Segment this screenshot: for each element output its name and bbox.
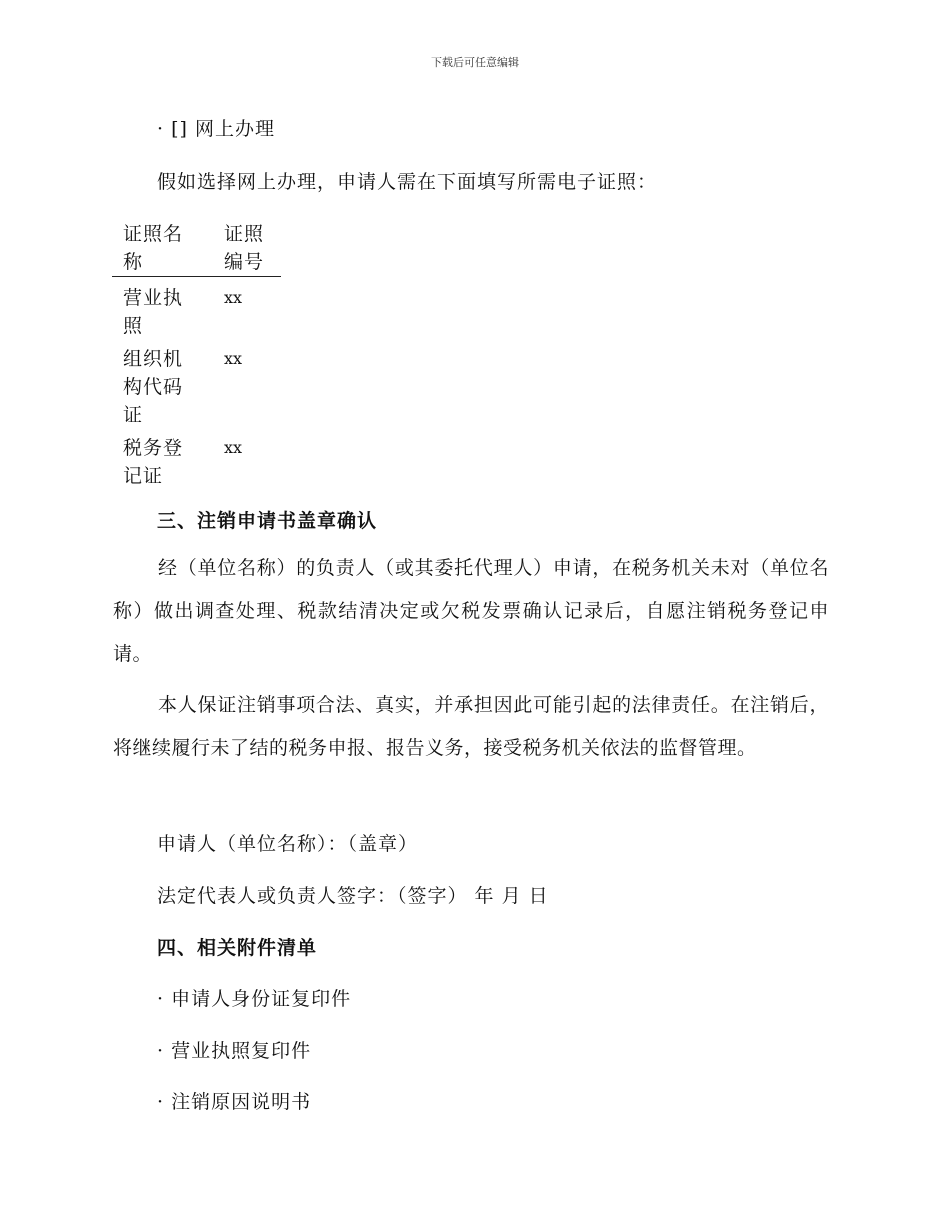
section3-paragraph-2: 本人保证注销事项合法、真实，并承担因此可能引起的法律责任。在注销后，将继续履行未了结的税务申报、报告义务，接受税务机关依法的监督管理。 — [113, 694, 829, 759]
cert-name-cell: 税务登记证 — [123, 437, 184, 487]
cert-number-cell: xx — [224, 438, 243, 457]
certificate-table — [112, 218, 281, 489]
signature-line: 法定代表人或负责人签字：（签字） 年 月 日 — [157, 885, 549, 907]
page-header: 下载后可任意编辑 — [431, 56, 519, 69]
online-option: · [] 网上办理 — [157, 118, 275, 140]
cert-name-cell: 营业执照 — [123, 287, 184, 337]
section3-paragraph-1: 经（单位名称）的负责人（或其委托代理人）申请，在税务机关未对（单位名称）做出调查处理、税款结清决定或欠税发票确认记录后，自愿注销税务登记申请。 — [113, 557, 829, 665]
column-header-number: 证照编号 — [224, 223, 265, 273]
section3-heading: 三、注销申请书盖章确认 — [157, 510, 378, 532]
cert-name-cell: 组织机构代码证 — [123, 348, 184, 426]
table-row — [112, 339, 281, 429]
section4-heading: 四、相关附件清单 — [157, 937, 318, 959]
cert-number-cell: xx — [224, 288, 243, 307]
cert-number-cell: xx — [224, 349, 243, 368]
attachment-item: · 申请人身份证复印件 — [157, 988, 352, 1010]
attachment-item: · 注销原因说明书 — [157, 1091, 312, 1113]
attachment-item: · 营业执照复印件 — [157, 1040, 312, 1062]
online-instruction: 假如选择网上办理，申请人需在下面填写所需电子证照： — [157, 171, 658, 193]
column-header-name: 证照名称 — [123, 223, 184, 273]
table-row — [112, 429, 281, 489]
table-row — [112, 277, 281, 339]
table-header-row — [112, 218, 281, 277]
applicant-line: 申请人（单位名称）：（盖章） — [157, 833, 419, 855]
